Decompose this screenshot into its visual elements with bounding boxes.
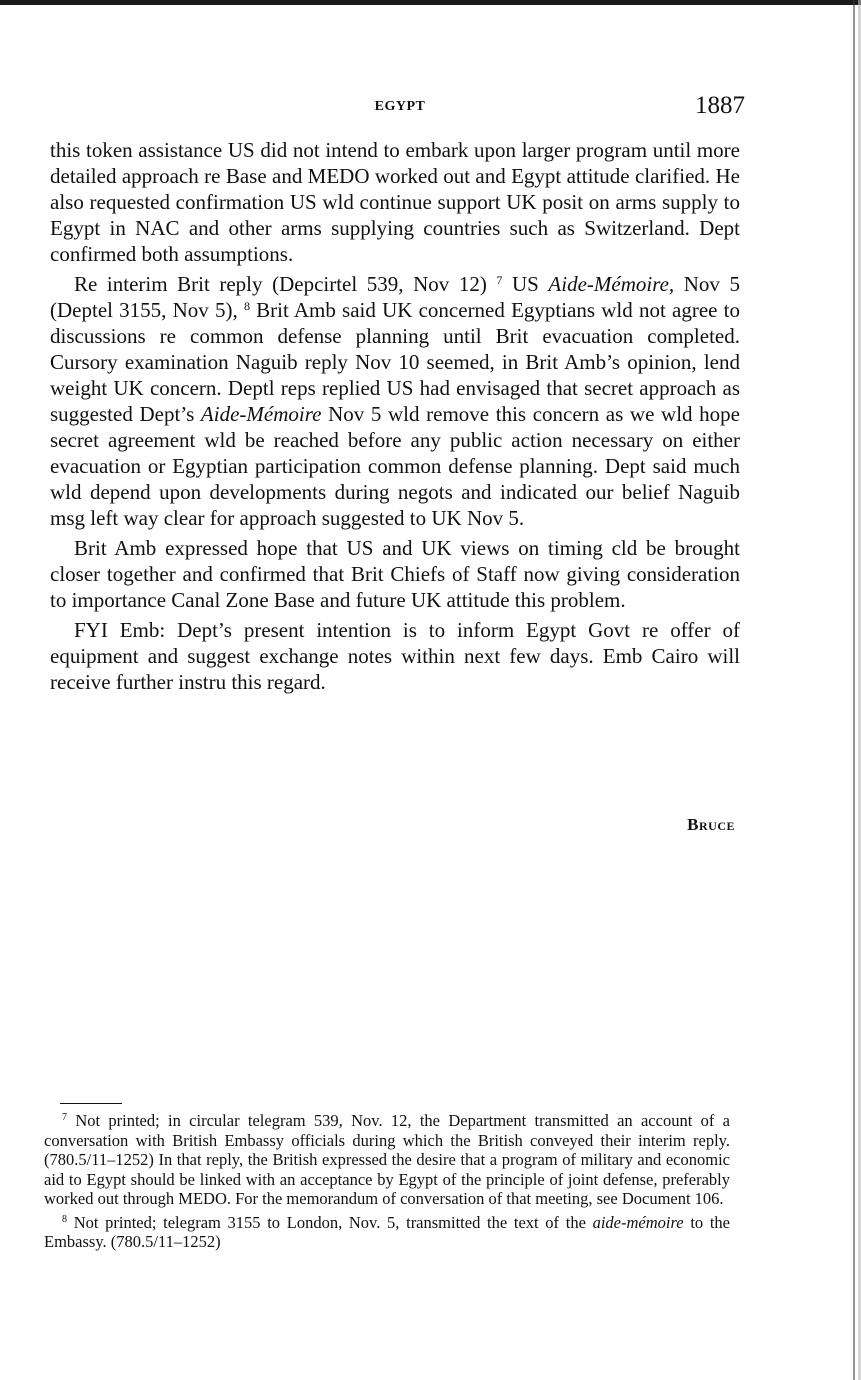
paragraph-2-text-g: Nov 5 wld remove this concern as we wld hope secret agreement wld be reached before any public action necessary on either evacuation or Egyptian participation common defense planning. Dept said much wld depend upon developments during negots and indicated our belief Naguib msg left way clear for approach suggested to UK Nov 5. — [50, 402, 740, 530]
paragraph-2 — [50, 271, 740, 531]
page-right-edge — [853, 0, 855, 1380]
running-header — [55, 88, 745, 128]
paragraph-3: Brit Amb expressed hope that US and UK views on timing cld be brought closer together and confirmed that Brit Chiefs of Staff now giving consideration to importance Canal Zone Base and future UK attitude this problem. — [50, 536, 740, 612]
footnote-7-text: Not printed; in circular telegram 539, Nov. 12, the Department transmitted an account of a conversation with British Embassy officials during which the British conveyed their interim reply. (780.5/11–1252) In that reply, the British expressed the desire that a program of military and economic aid to Egypt should be linked with an acceptance by Egypt of the principle of joint defense, preferably worked out through MEDO. For the memorandum of conversation of that meeting, see Document 106. — [44, 1111, 730, 1208]
paragraph-2-text-e: Brit Amb said UK concerned Egyptians wld not agree to discussions re common defense planning until Brit evacuation completed. Cursory examination Naguib reply Nov 10 seemed, in Brit Amb’s opinion, lend weight UK concern. Deptl reps replied US had envisaged that secret approach as suggested Dept’s — [50, 298, 740, 426]
footnote-8 — [44, 1213, 730, 1252]
footnote-8-italic: aide-mémoire — [592, 1212, 684, 1232]
document-body — [50, 137, 740, 695]
footnotes — [44, 1111, 730, 1252]
footnote-ref-8[interactable]: 8 — [243, 299, 250, 313]
signature: Bruce — [687, 815, 735, 834]
paragraph-2-italic-2: Aide-Mémoire — [200, 402, 322, 426]
footnote-7-number: 7 — [62, 1112, 67, 1123]
paragraph-1: this token assistance US did not intend to embark upon larger program until more detailed approach re Base and MEDO worked out and Egypt attitude clarified. He also requested confirmation US wld continue support UK posit on arms supply to Egypt in NAC and other arms supplying countries such as Switzerland. Dept confirmed both assumptions. — [50, 138, 740, 266]
paragraph-2-text-b: US — [502, 272, 549, 296]
paragraph-2-text-a: Re interim Brit reply (Depcirtel 539, Nov 12) — [74, 272, 487, 296]
footnote-ref-7[interactable]: 7 — [496, 273, 503, 287]
footnote-8-text-a: Not printed; telegram 3155 to London, Nov. 5, transmitted the text of the — [67, 1212, 593, 1232]
footnote-8-number: 8 — [62, 1213, 67, 1225]
footnote-8-text-c: to the Embassy. (780.5/11–1252) — [44, 1212, 730, 1251]
footnote-7 — [44, 1111, 730, 1209]
page-number: 1887 — [695, 92, 745, 119]
paragraph-4: FYI Emb: Dept’s present intention is to inform Egypt Govt re offer of equipment and suggest exchange notes within next few days. Emb Cairo will receive further instru this regard. — [50, 618, 740, 694]
section-title: EGYPT — [374, 99, 426, 114]
paragraph-2-text-d: Nov 5 (Deptel 3155, Nov 5), — [50, 272, 740, 322]
footnote-divider — [60, 1103, 122, 1104]
page-top-edge — [0, 0, 861, 5]
paragraph-2-italic-1: Aide-Mémoire, — [548, 272, 675, 296]
